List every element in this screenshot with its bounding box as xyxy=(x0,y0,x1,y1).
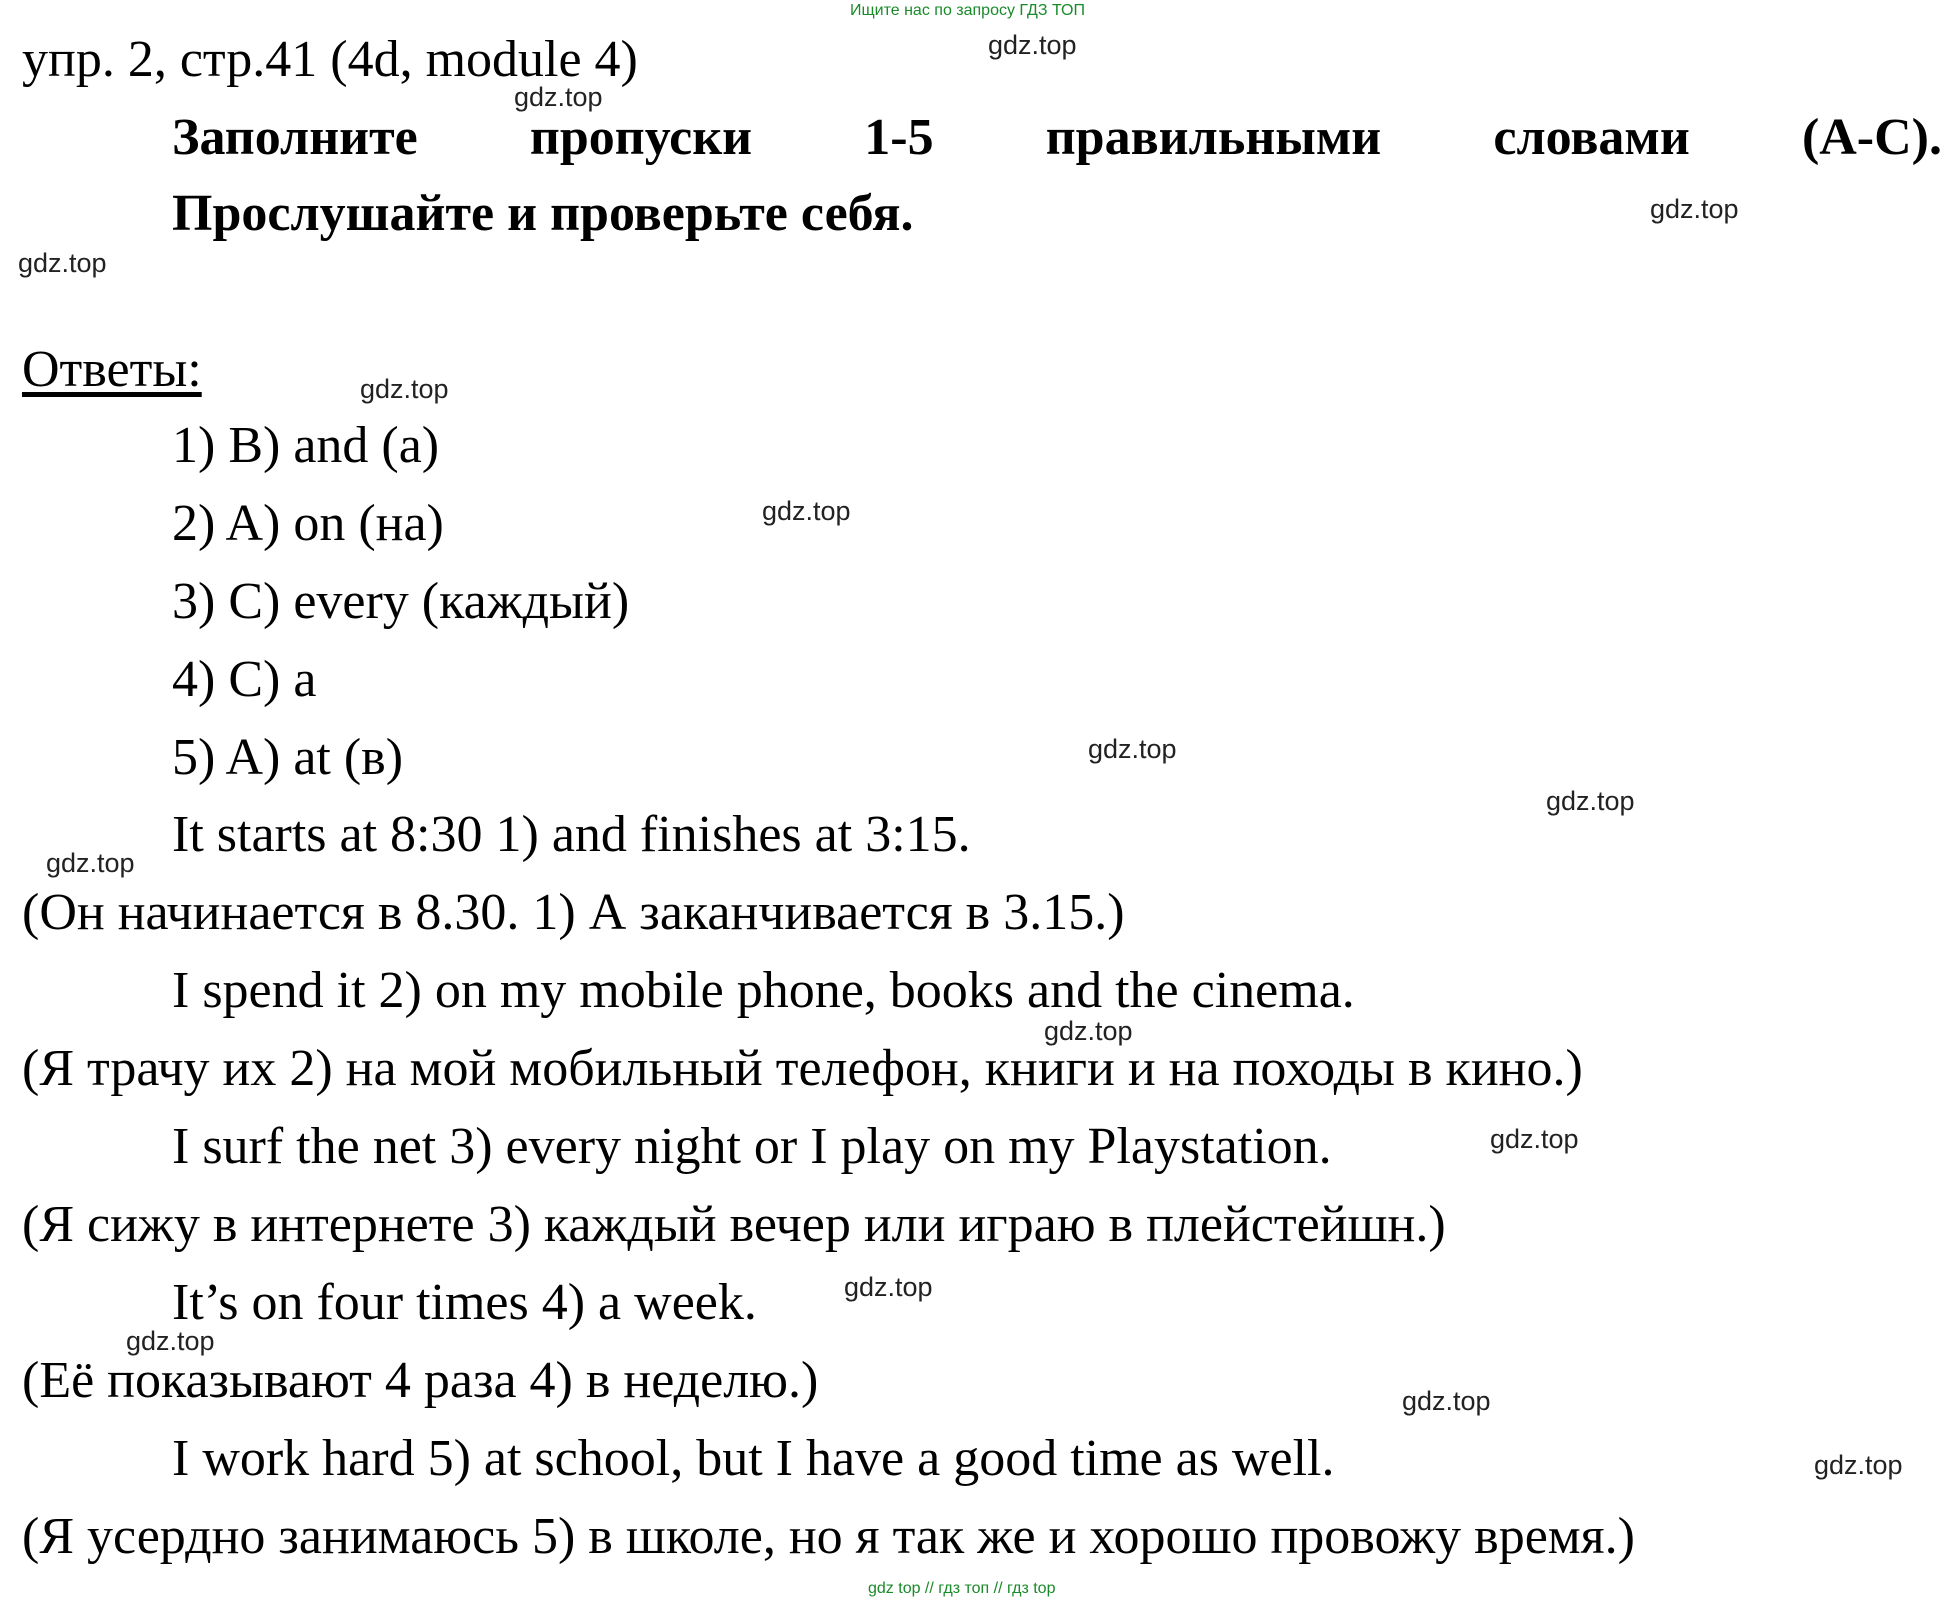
sentence-ru: (Я усердно занимаюсь 5) в школе, но я так же и хорошо провожу время.) xyxy=(22,1508,1635,1565)
watermark: gdz.top xyxy=(1044,1016,1133,1046)
watermark: gdz.top xyxy=(1650,194,1739,224)
instruction-line-1 xyxy=(172,108,1942,168)
instruction-word: правильными xyxy=(1045,109,1382,166)
answers-label: Ответы: xyxy=(22,341,202,398)
watermark: gdz.top xyxy=(844,1272,933,1302)
sentence-ru: (Я сижу в интернете 3) каждый вечер или играю в плейстейшн.) xyxy=(22,1196,1446,1253)
top-banner: Ищите нас по запросу ГДЗ ТОП xyxy=(850,2,1085,19)
answer-item: 5) A) at (в) xyxy=(172,729,404,786)
sentence-en: I surf the net 3) every night or I play on my Playstation. xyxy=(172,1118,1332,1175)
instruction-word: Заполните xyxy=(172,109,418,166)
instruction-word: словами xyxy=(1493,109,1690,166)
sentence-ru: (Её показывают 4 раза 4) в неделю.) xyxy=(22,1352,819,1409)
sentence-en: It’s on four times 4) a week. xyxy=(172,1274,757,1331)
watermark: gdz.top xyxy=(18,248,107,278)
watermark: gdz.top xyxy=(360,374,449,404)
watermark: gdz.top xyxy=(126,1326,215,1356)
watermark: gdz.top xyxy=(514,82,603,112)
sentence-ru: (Я трачу их 2) на мой мобильный телефон, книги и на походы в кино.) xyxy=(22,1040,1583,1097)
instruction-word: пропуски xyxy=(529,109,753,166)
watermark: gdz.top xyxy=(762,496,851,526)
watermark: gdz.top xyxy=(1490,1124,1579,1154)
watermark: gdz.top xyxy=(46,848,135,878)
instruction-word: (A-C). xyxy=(1801,109,1942,166)
watermark: gdz.top xyxy=(1546,786,1635,816)
sentence-en: I spend it 2) on my mobile phone, books and the cinema. xyxy=(172,962,1355,1019)
watermark: gdz.top xyxy=(988,30,1077,60)
answer-item: 2) A) on (на) xyxy=(172,495,444,552)
answer-item: 1) B) and (а) xyxy=(172,417,440,474)
instruction-word: 1-5 xyxy=(864,109,934,166)
watermark: gdz.top xyxy=(1088,734,1177,764)
watermark: gdz.top xyxy=(1814,1450,1903,1480)
answer-item: 4) C) a xyxy=(172,651,317,708)
sentence-ru: (Он начинается в 8.30. 1) А заканчивается в 3.15.) xyxy=(22,884,1125,941)
exercise-header: упр. 2, стр.41 (4d, module 4) xyxy=(22,31,638,88)
answer-item: 3) C) every (каждый) xyxy=(172,573,630,630)
instruction-line-2: Прослушайте и проверьте себя. xyxy=(172,185,914,242)
sentence-en: It starts at 8:30 1) and finishes at 3:15. xyxy=(172,806,971,863)
footer-text: gdz top // гдз топ // гдз top xyxy=(868,1580,1056,1597)
watermark: gdz.top xyxy=(1402,1386,1491,1416)
sentence-en: I work hard 5) at school, but I have a good time as well. xyxy=(172,1430,1335,1487)
